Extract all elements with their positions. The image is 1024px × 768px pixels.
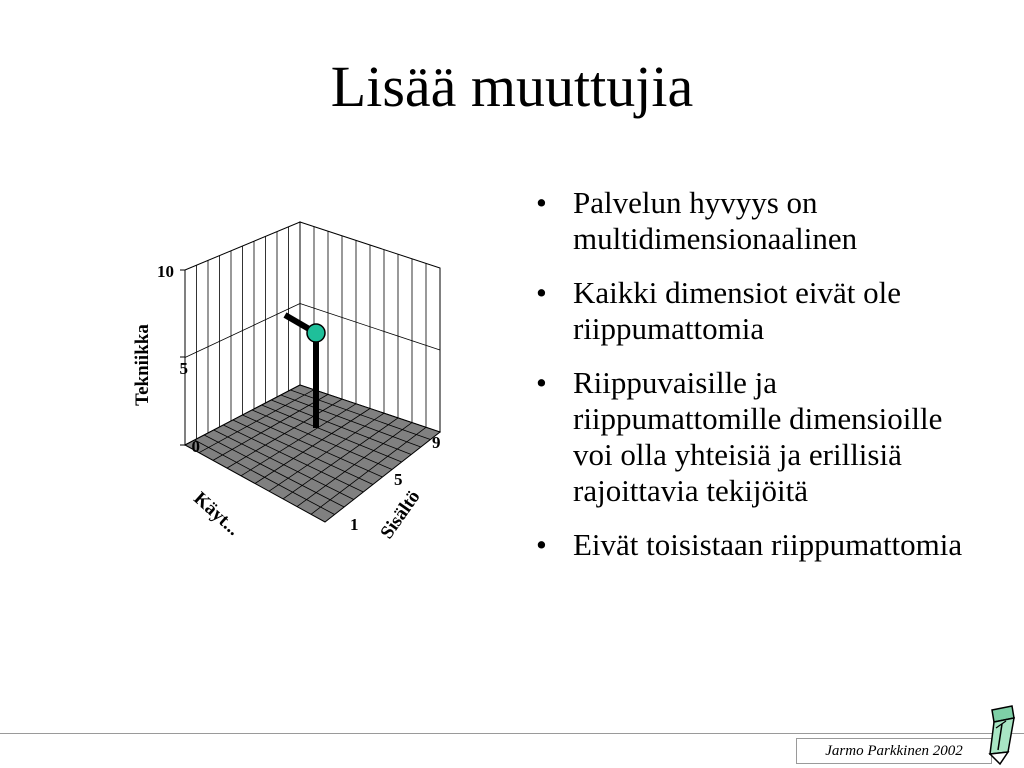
bullet-dot: • — [536, 527, 547, 562]
bullet-dot: • — [536, 275, 547, 310]
chart-3d-scatter — [110, 200, 470, 570]
z-axis-ticks — [180, 270, 185, 445]
slide-title: Lisää muuttujia — [330, 54, 694, 119]
data-point-marker — [307, 324, 325, 342]
bullet-text: Kaikki dimensiot eivät ole riippumattomia — [573, 275, 902, 346]
bullet-dot: • — [536, 365, 547, 400]
bullet-item — [528, 365, 968, 509]
y-tick-label: 9 — [432, 433, 441, 452]
bullet-item — [528, 527, 968, 563]
x-axis-label: Käyt... — [189, 487, 244, 540]
bullet-text: Eivät toisistaan riippumattomia — [573, 527, 963, 562]
y-tick-label: 5 — [394, 470, 403, 489]
bullet-item — [528, 185, 968, 257]
z-tick-label: 0 — [191, 437, 200, 456]
bullet-item — [528, 275, 968, 347]
y-axis-label: Sisältö — [376, 486, 425, 543]
pencil-logo-icon — [978, 704, 1018, 766]
z-tick-label: 5 — [179, 359, 188, 378]
footer-author: Jarmo Parkkinen 2002 — [796, 738, 992, 764]
bullet-list — [528, 185, 968, 581]
footer-divider — [0, 733, 1024, 734]
bullet-text: Riippuvaisille ja riippumattomille dimensioille voi olla yhteisiä ja erillisiä rajoittavia tekijöitä — [573, 365, 943, 508]
z-tick-label: 10 — [157, 262, 174, 281]
bullet-dot: • — [536, 185, 547, 220]
z-axis-label: Tekniikka — [132, 324, 153, 406]
y-tick-label: 1 — [350, 515, 359, 534]
bullet-text: Palvelun hyvyys on multidimensionaalinen — [573, 185, 858, 256]
